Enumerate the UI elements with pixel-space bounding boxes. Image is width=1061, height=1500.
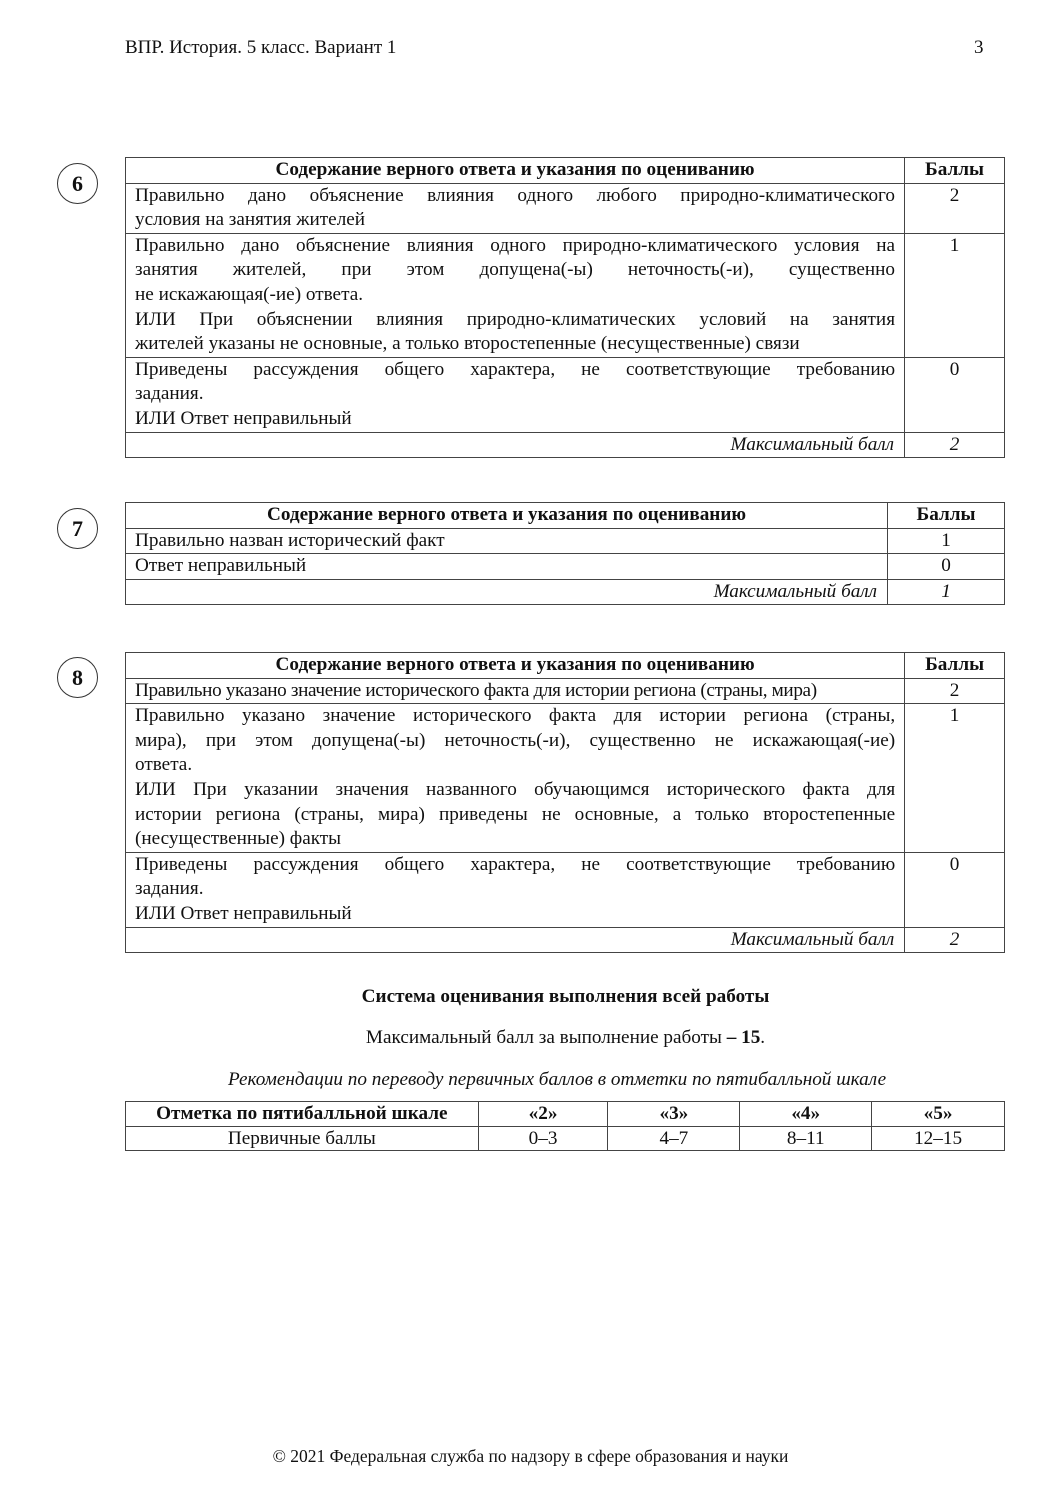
max-score-value: 2 [905, 927, 1005, 953]
table-row [126, 852, 1005, 927]
page-number: 3 [974, 37, 984, 58]
grade-3: «3» [608, 1102, 740, 1127]
copyright-footer: © 2021 Федеральная служба по надзору в сфере образования и науки [272, 1446, 789, 1466]
criterion-points: 2 [905, 678, 1005, 704]
task-number-badge: 8 [57, 657, 98, 698]
max-score-label: Максимальный балл [126, 432, 905, 458]
criterion-points: 1 [905, 233, 1005, 357]
points-column-header: Баллы [905, 653, 1005, 679]
table-header-row [126, 1102, 1005, 1127]
max-score-value: 1 [888, 579, 1005, 605]
max-score-row [126, 927, 1005, 953]
table-row [126, 678, 1005, 704]
table-row [126, 554, 1005, 580]
grading-system-title: Система оценивания выполнения всей работы [361, 986, 770, 1007]
max-score-value: 2 [905, 432, 1005, 458]
grade-conversion-table [125, 1101, 1005, 1151]
grade-scale-header: Отметка по пятибалльной шкале [126, 1102, 479, 1127]
primary-points-label: Первичные баллы [126, 1126, 479, 1151]
criterion-points: 0 [888, 554, 1005, 580]
max-total-score: Максимальный балл за выполнение работы – 15. [365, 1027, 766, 1048]
criterion-description: Правильно дано объяснение влияния одного природно-климатического условия на занятия жителей, при этом допущена(-ы) неточность(-и), существенно не искажающая(-ие) ответа. ИЛИ При объяснении влияния природно-климатических условий на занятия жителей указаны не основные, а только второстепенные (несущественные) связи [126, 233, 905, 357]
task-number-badge: 7 [57, 508, 98, 549]
table-row [126, 233, 1005, 357]
content-column-header: Содержание верного ответа и указания по оцениванию [126, 653, 905, 679]
grade-5: «5» [872, 1102, 1005, 1127]
criterion-description: Правильно назван исторический факт [126, 528, 888, 554]
criterion-description: Правильно указано значение исторического факта для истории региона (страны, мира) [126, 678, 905, 704]
criterion-description: Ответ неправильный [126, 554, 888, 580]
max-total-value: 15 [741, 1027, 761, 1048]
max-score-row [126, 579, 1005, 605]
table-header-row [126, 158, 1005, 184]
table-row [126, 704, 1005, 853]
range-grade-5: 12–15 [872, 1126, 1005, 1151]
task8-criteria-table [125, 652, 1005, 953]
task-number-badge: 6 [57, 163, 98, 204]
criterion-points: 2 [905, 183, 1005, 233]
criterion-description: Правильно дано объяснение влияния одного любого природно-климатического условия на занятия жителей [126, 183, 905, 233]
max-score-label: Максимальный балл [126, 927, 905, 953]
table-row [126, 357, 1005, 432]
max-score-row [126, 432, 1005, 458]
criterion-points: 0 [905, 852, 1005, 927]
table-header-row [126, 653, 1005, 679]
table-row [126, 183, 1005, 233]
content-column-header: Содержание верного ответа и указания по оцениванию [126, 158, 905, 184]
table-row [126, 528, 1005, 554]
criterion-description: Приведены рассуждения общего характера, не соответствующие требованию задания. ИЛИ Ответ неправильный [126, 357, 905, 432]
table-header-row [126, 503, 1005, 529]
points-column-header: Баллы [905, 158, 1005, 184]
range-grade-3: 4–7 [608, 1126, 740, 1151]
max-score-label: Максимальный балл [126, 579, 888, 605]
criterion-points: 0 [905, 357, 1005, 432]
criterion-description: Приведены рассуждения общего характера, не соответствующие требованию задания. ИЛИ Ответ неправильный [126, 852, 905, 927]
task6-criteria-table [125, 157, 1005, 458]
conversion-recommendation: Рекомендации по переводу первичных баллов в отметки по пятибалльной шкале [228, 1069, 887, 1090]
criterion-points: 1 [905, 704, 1005, 853]
criterion-description: Правильно указано значение исторического факта для истории региона (страны, мира), при этом допущена(-ы) неточность(-и), существенно не искажающая(-ие) ответа. ИЛИ При указании значения названного обучающимся исторического факта для истории региона (страны, мира) приведены не основные, а только второстепенные (несущественные) факты [126, 704, 905, 853]
content-column-header: Содержание верного ответа и указания по оцениванию [126, 503, 888, 529]
task7-criteria-table [125, 502, 1005, 605]
points-column-header: Баллы [888, 503, 1005, 529]
table-row [126, 1126, 1005, 1151]
document-header-title: ВПР. История. 5 класс. Вариант 1 [125, 37, 397, 58]
grade-2: «2» [478, 1102, 608, 1127]
grade-4: «4» [740, 1102, 872, 1127]
range-grade-4: 8–11 [740, 1126, 872, 1151]
range-grade-2: 0–3 [478, 1126, 608, 1151]
criterion-points: 1 [888, 528, 1005, 554]
